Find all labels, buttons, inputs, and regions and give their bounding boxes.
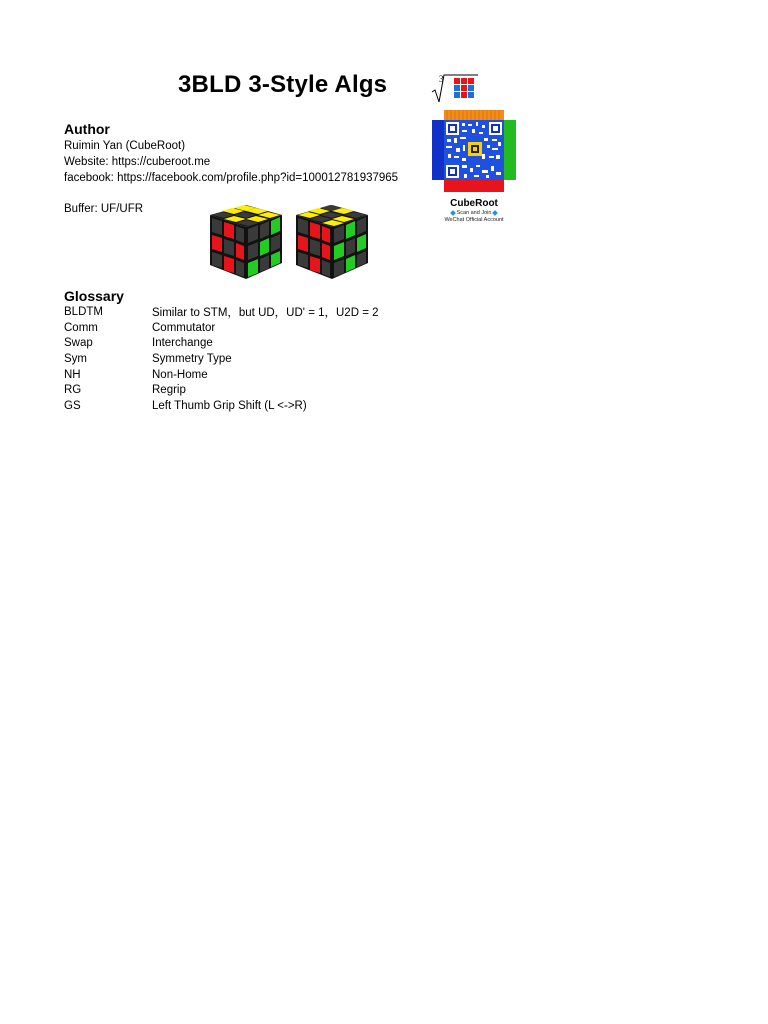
glossary-definition: Left Thumb Grip Shift (L <->R) — [152, 399, 307, 412]
wechat-brand-label: CubeRoot — [450, 198, 498, 209]
logo-grid — [454, 78, 474, 98]
cube-image-ufr — [294, 197, 370, 281]
wechat-caption — [422, 210, 526, 223]
glossary-definition: Non-Home — [152, 368, 208, 381]
glossary-heading: Glossary — [64, 288, 124, 304]
glossary-term: Comm — [64, 321, 98, 334]
table-row — [64, 320, 379, 336]
author-name: Ruimin Yan (CubeRoot) — [64, 140, 186, 152]
author-website: Website: https://cuberoot.me — [64, 156, 211, 168]
glossary-definition: Commutator — [152, 321, 216, 334]
wechat-qr-code — [432, 110, 516, 192]
glossary-term: Swap — [64, 337, 93, 350]
table-row — [64, 304, 379, 320]
table-row — [64, 398, 379, 414]
glossary-table — [64, 304, 379, 414]
table-row — [64, 336, 379, 352]
cuberoot-logo — [430, 72, 480, 104]
buffer-label: Buffer: UF/UFR — [64, 203, 144, 215]
glossary-term: Sym — [64, 352, 87, 365]
table-row — [64, 382, 379, 398]
glossary-term: BLDTM — [64, 306, 103, 318]
glossary-term: NH — [64, 368, 81, 381]
glossary-term: GS — [64, 399, 81, 412]
diamond-icon — [450, 210, 456, 216]
cube-image-uf — [208, 197, 284, 281]
account-text: WeChat Official Account — [444, 216, 504, 223]
glossary-definition: Symmetry Type — [152, 352, 232, 365]
glossary-definition: Similar to STM，but UD，UD' = 1，U2D = 2 — [152, 307, 379, 319]
glossary-definition: Regrip — [152, 384, 186, 397]
author-heading: Author — [64, 121, 110, 137]
table-row — [64, 367, 379, 383]
table-row — [64, 351, 379, 367]
diamond-icon — [493, 210, 499, 216]
author-facebook: facebook: https://facebook.com/profile.php?id=100012781937965 — [64, 172, 399, 184]
logo-root-index: 3 — [439, 74, 444, 84]
glossary-term: RG — [64, 384, 82, 397]
page-title: 3BLD 3-Style Algs — [178, 71, 388, 98]
glossary-definition: Interchange — [152, 337, 213, 350]
scan-text: Scan and Join — [456, 210, 492, 216]
